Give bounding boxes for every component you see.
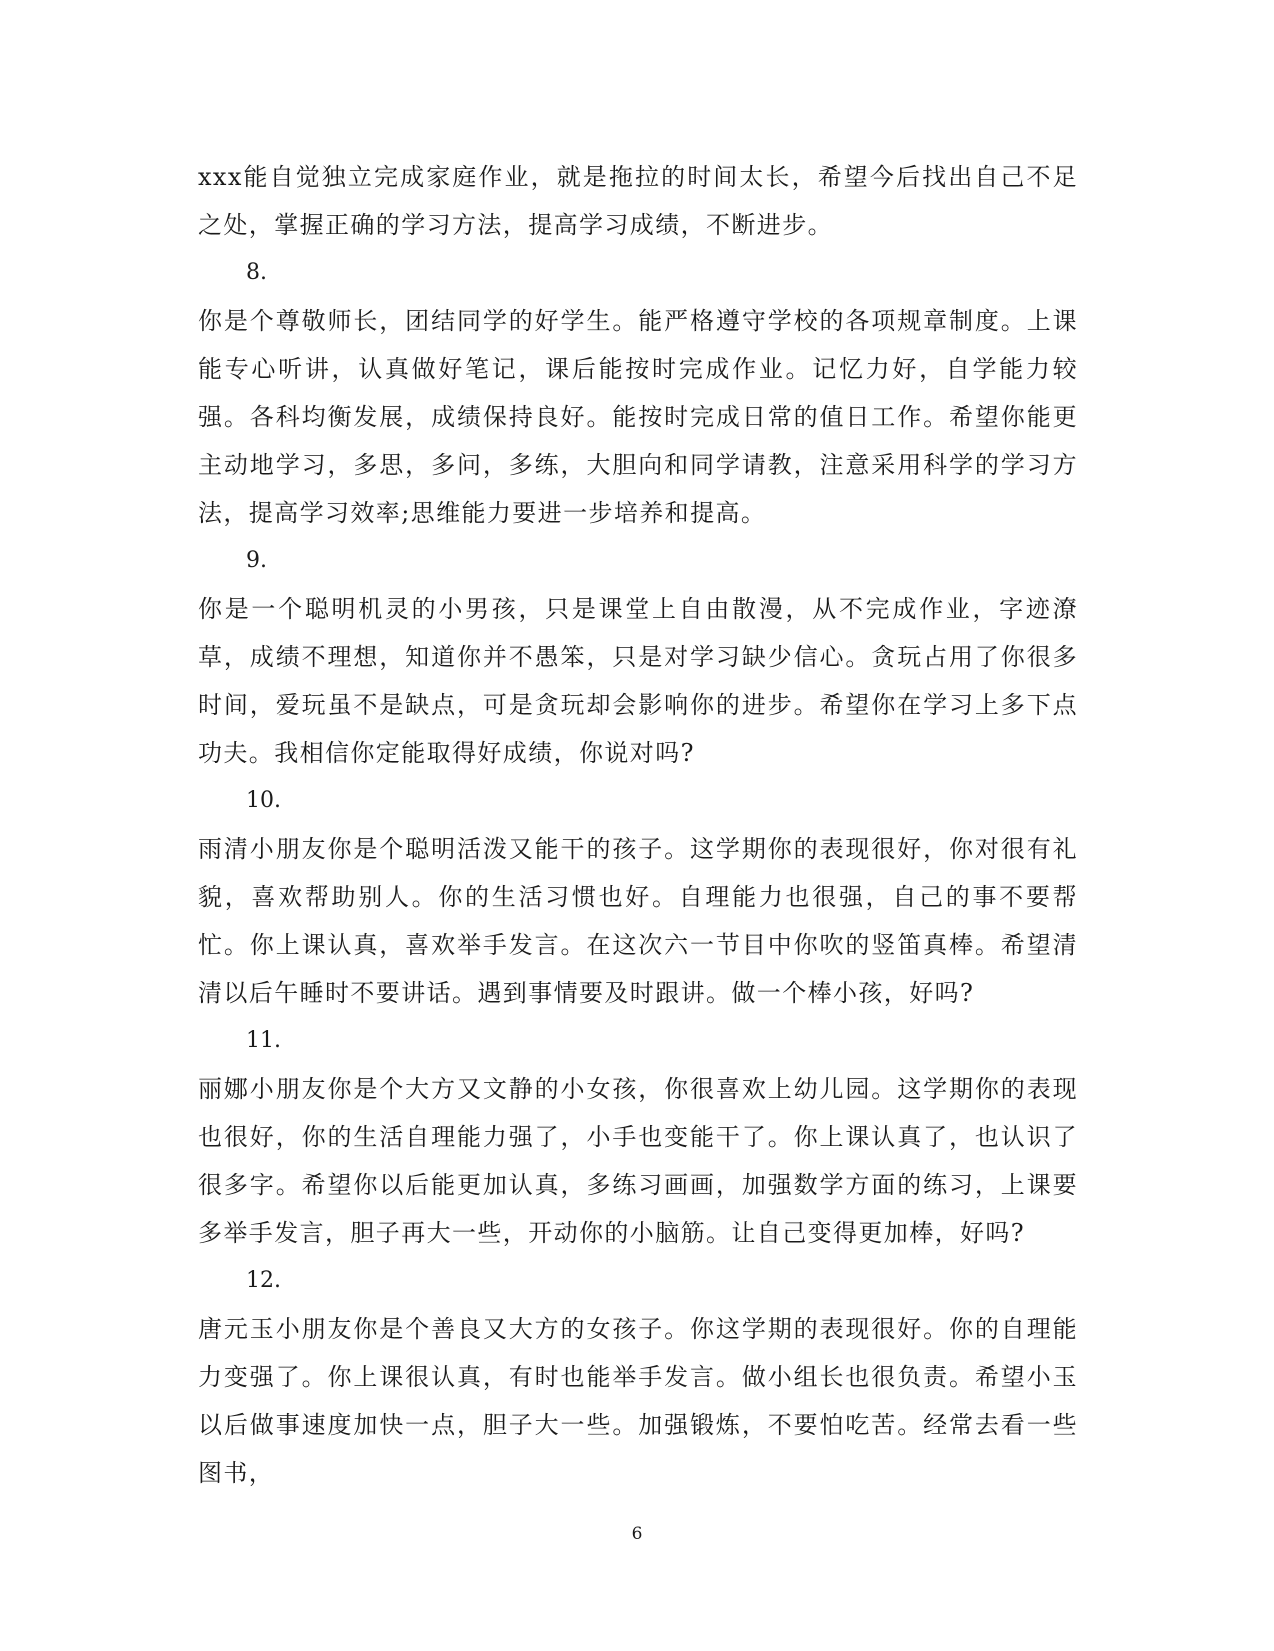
item-number: 11. [246, 1028, 281, 1053]
paragraph: 丽娜小朋友你是个大方又文静的小女孩，你很喜欢上幼儿园。这学期你的表现也很好，你的生活自理能力强了，小手也变能干了。你上课认真了，也认识了很多字。希望你以后能更加认真，多练习画画，加强数学方面的练习，上课要多举手发言，胆子再大一些，开动你的小脑筋。让自己变得更加棒，好吗? [198, 1075, 1078, 1247]
paragraph: 你是一个聪明机灵的小男孩，只是课堂上自由散漫，从不完成作业，字迹潦草，成绩不理想，知道你并不愚笨，只是对学习缺少信心。贪玩占用了你很多时间，爱玩虽不是缺点，可是贪玩却会影响你的进步。希望你在学习上多下点功夫。我相信你定能取得好成绩，你说对吗? [198, 595, 1078, 767]
item-number: 10. [246, 788, 281, 813]
item-number: 8. [246, 260, 267, 285]
paragraph: xxx能自觉独立完成家庭作业，就是拖拉的时间太长，希望今后找出自己不足之处，掌握正确的学习方法，提高学习成绩，不断进步。 [198, 163, 1078, 239]
document-body [198, 153, 1078, 1497]
paragraph: 你是个尊敬师长，团结同学的好学生。能严格遵守学校的各项规章制度。上课能专心听讲，认真做好笔记，课后能按时完成作业。记忆力好，自学能力较强。各科均衡发展，成绩保持良好。能按时完成日常的值日工作。希望你能更主动地学习，多思，多问，多练，大胆向和同学请教，注意采用科学的学习方法，提高学习效率;思维能力要进一步培养和提高。 [198, 307, 1078, 527]
item-number: 9. [246, 548, 267, 573]
paragraph: 雨清小朋友你是个聪明活泼又能干的孩子。这学期你的表现很好，你对很有礼貌，喜欢帮助别人。你的生活习惯也好。自理能力也很强，自己的事不要帮忙。你上课认真，喜欢举手发言。在这次六一节目中你吹的竖笛真棒。希望清清以后午睡时不要讲话。遇到事情要及时跟讲。做一个棒小孩，好吗? [198, 835, 1078, 1007]
item-number: 12. [246, 1268, 281, 1293]
paragraph: 唐元玉小朋友你是个善良又大方的女孩子。你这学期的表现很好。你的自理能力变强了。你上课很认真，有时也能举手发言。做小组长也很负责。希望小玉以后做事速度加快一点，胆子大一些。加强锻炼，不要怕吃苦。经常去看一些图书， [198, 1315, 1078, 1487]
page-number: 6 [631, 1524, 643, 1544]
